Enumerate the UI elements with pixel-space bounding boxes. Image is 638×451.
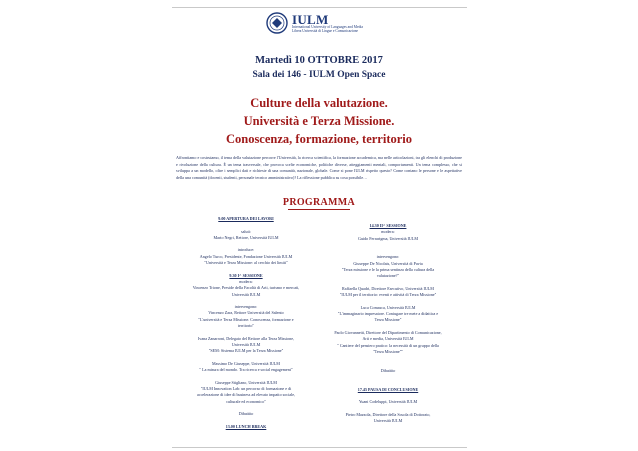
program-line: "L'immaginario impresatore. Coniugare tre mete a didattica e bbox=[337, 311, 439, 317]
program-line: Vincenzo Zara, Rettore Università del Salento bbox=[208, 310, 284, 316]
program-line: Università IULM bbox=[231, 291, 261, 297]
bottom-rule bbox=[172, 447, 467, 448]
program-line: saluti: bbox=[240, 228, 251, 234]
logo-subtitle-2: Libera Università di Lingue e Comunicazione bbox=[292, 28, 358, 33]
program-line: Università IULM bbox=[373, 418, 403, 424]
program-line: accelerazione di idee di business ad elevato impatto sociale, bbox=[196, 392, 296, 398]
session-heading: 9.00 APERTURA DEI LAVORI bbox=[218, 216, 274, 221]
top-rule bbox=[172, 7, 467, 8]
program-line: "IULM per il territorio: eventi e attività di Terza Missione" bbox=[339, 292, 437, 298]
program-line: "Terza Missione"" bbox=[372, 348, 404, 354]
programma-underline bbox=[288, 209, 350, 210]
program-line: Angelo Turco, Presidente, Fondazione Università IULM bbox=[199, 253, 293, 259]
program-line: Mario Negri, Rettore, Università IULM bbox=[213, 234, 279, 240]
session-heading: 13.00 LUNCH BREAK bbox=[225, 423, 267, 429]
title-line-1: Culture della valutazione. bbox=[250, 96, 388, 110]
program-line: Pietro Mazzola, Direttore della Scuola di Dottorato, bbox=[345, 411, 431, 417]
program-line: Terza Missione" bbox=[374, 317, 402, 323]
program-line: "SEM: Sistema IULM per la Terza Missione" bbox=[208, 348, 284, 354]
program-line: "IULM Innovation Lab: un percorso di formazione e di bbox=[200, 386, 292, 392]
program-line: Ivana Zanarroni, Delegato del Rettore alla Terza Missione, bbox=[197, 335, 295, 341]
program-line: intervengono: bbox=[376, 254, 400, 260]
title-line-3: Conoscenza, formazione, territorio bbox=[225, 132, 413, 146]
program-line: " Cantiere del pensiero pratico: la necessità di un gruppo della bbox=[337, 342, 439, 348]
left-program-column bbox=[180, 216, 312, 430]
logo-wordmark: IULM bbox=[292, 11, 329, 27]
logo-text bbox=[292, 13, 363, 33]
program-line: "Università e Terza Missione: al cerchio dei limiti" bbox=[204, 260, 288, 266]
iulm-seal-icon bbox=[266, 12, 288, 34]
iulm-logo bbox=[266, 12, 363, 34]
session-heading: 14.30 II^ SESSIONE bbox=[369, 223, 407, 228]
program-line: Giuseppe Stigliano, Università IULM bbox=[215, 379, 277, 385]
intro-paragraph: Affrontiamo e costruiamo, il tema della valutazione percorre l'Università, la ricerca scientifica, la formazione accademica, ma nelle articolazioni, tra gli elenchi di produzione e rivoluzione della cultura. È un tema trasversale, che provoca scelte economiche, politiche diverse, atteggiamenti mentali, comportamenti. Un tema complesso, che si sviluppa a un modello, oltre i semplici dati e richieste di una comunità, nazionale, globale. Come si pone IULM rispetto questo? Come contano le persone e le aspettative della una comunità (docenti, studenti, personale tecnico amministrativo)? La riflessione pubblica su cosa possibile… bbox=[176, 155, 462, 180]
program-line: valutazione?" bbox=[376, 273, 400, 279]
program-line: "L'università e Terza Missione. Conoscenza, formazione e bbox=[198, 316, 294, 322]
program-line: Giuseppe De Nicolais, Università di Pavia bbox=[353, 260, 423, 266]
session-heading: 9.30 I^ SESSIONE bbox=[229, 272, 263, 278]
event-date: Martedì 10 OTTOBRE 2017 bbox=[255, 55, 383, 66]
program-line: territorio" bbox=[237, 323, 255, 329]
program-line: culturale ed economico" bbox=[226, 398, 266, 404]
program-line: modera: bbox=[381, 229, 395, 235]
program-line: Paolo Giovannetti, Direttore del Dipartimento di Comunicazione, bbox=[334, 330, 442, 336]
title-line-2: Università e Terza Missione. bbox=[243, 114, 395, 128]
program-line: introduce: bbox=[237, 247, 255, 253]
logo-subtitle-1: International University of Languages and Media bbox=[292, 24, 363, 29]
session-heading: 17.45 PAUSA DI CONCLUSIONE bbox=[357, 386, 419, 392]
program-line: intervengono: bbox=[234, 304, 258, 310]
program-line: Raffaella Quadri, Direttore Esecutivo, Università IULM bbox=[342, 285, 434, 291]
program-line: " La misura del mondo. Tra ricerca e social engagement" bbox=[199, 367, 293, 373]
program-line: modera: bbox=[239, 278, 253, 284]
right-program-column bbox=[322, 223, 454, 425]
program-line: Università IULM bbox=[231, 341, 261, 347]
program-line: Luca Comasca, Università IULM bbox=[360, 304, 416, 310]
programma-heading: PROGRAMMA bbox=[282, 197, 356, 208]
event-room: Sala dei 146 - IULM Open Space bbox=[252, 70, 386, 80]
program-line: Dibattito bbox=[238, 411, 254, 417]
program-line: Dibattito bbox=[380, 367, 396, 373]
program-line: Guido Ferrarigma, Università IULM bbox=[357, 235, 419, 241]
program-line: Arti e media, Università IULM bbox=[362, 336, 414, 342]
program-line: Yuani Codeluppi, Università IULM bbox=[358, 399, 418, 405]
program-line: "Terza missione e le la prima sentinza della cultura della bbox=[341, 267, 435, 273]
program-line: Vincenzo Trione, Preside della Facoltà di Arti, turismo e mercati, bbox=[192, 285, 300, 291]
program-line: Massimo De Giuseppe, Università IULM bbox=[212, 360, 280, 366]
